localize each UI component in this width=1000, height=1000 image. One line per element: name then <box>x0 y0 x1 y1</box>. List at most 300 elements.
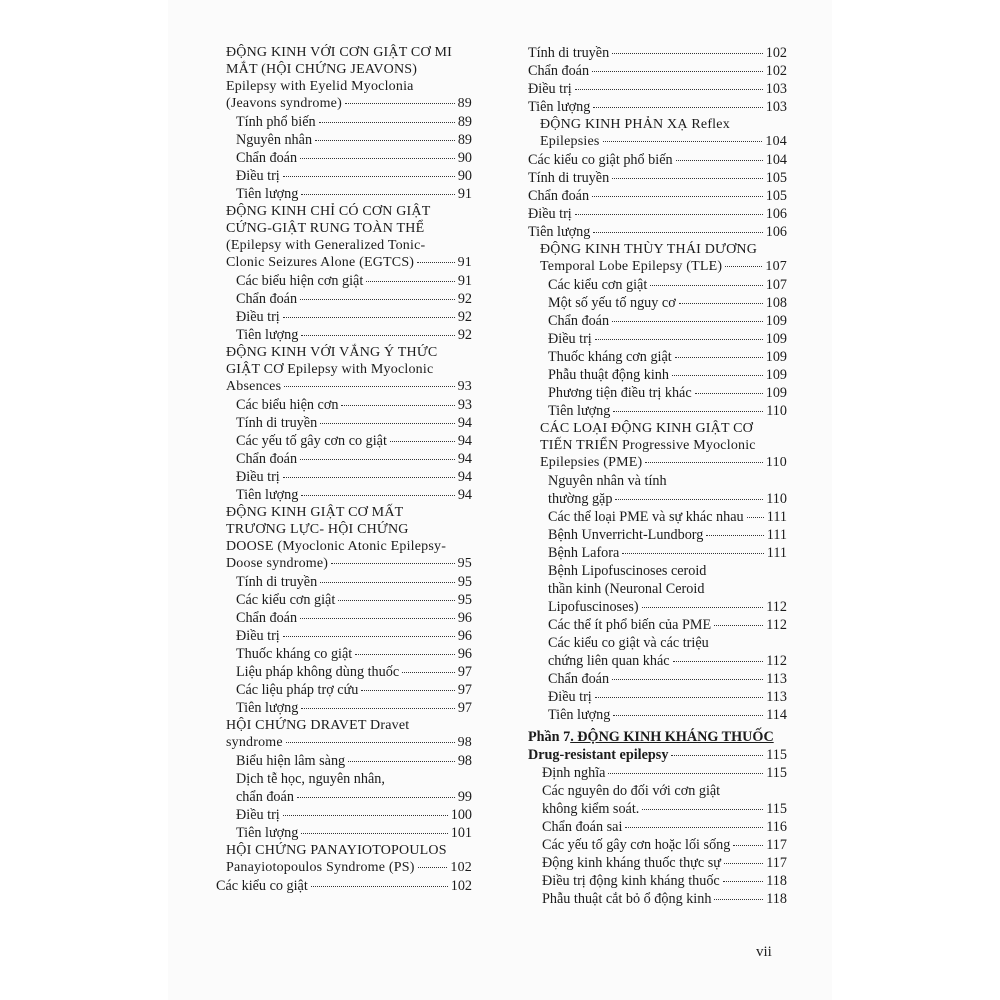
toc-entry[interactable] <box>528 294 787 312</box>
entry-title: Điều trị <box>528 81 572 97</box>
entry-title: Biểu hiện lâm sàng <box>236 753 346 769</box>
entry-title: Điều trị <box>528 206 572 222</box>
section-subtitle-line: DOOSE (Myoclonic Atonic Epilepsy- <box>226 539 447 554</box>
entry-title: Phương tiện điều trị khác <box>548 385 692 401</box>
toc-entry[interactable] <box>528 872 787 890</box>
leader-dots <box>612 321 763 322</box>
leader-dots <box>301 708 454 709</box>
toc-entry[interactable] <box>216 663 472 681</box>
page-number: 118 <box>766 891 787 907</box>
entry-title: Các biểu hiện cơn giật <box>236 273 364 289</box>
entry-title: Các kiểu cơn giật <box>236 592 336 608</box>
toc-entry[interactable] <box>216 95 472 113</box>
leader-dots <box>592 71 763 72</box>
toc-entry[interactable] <box>528 836 787 854</box>
page-number: 96 <box>457 628 472 644</box>
section-title-line: GIẬT CƠ Epilepsy with Myoclonic <box>226 362 434 377</box>
page-number: 102 <box>450 878 472 894</box>
toc-entry[interactable] <box>216 573 472 591</box>
toc-entry[interactable] <box>528 80 787 98</box>
toc-entry[interactable] <box>528 454 787 472</box>
leader-dots <box>338 600 455 601</box>
toc-entry[interactable] <box>528 764 787 782</box>
toc-entry[interactable] <box>528 62 787 80</box>
leader-dots <box>747 517 764 518</box>
page-number: 106 <box>765 206 787 222</box>
entry-title: Điều trị <box>236 168 280 184</box>
toc-entry[interactable] <box>216 113 472 131</box>
leader-dots <box>672 375 763 376</box>
entry-title: Lipofuscinoses) <box>548 599 639 615</box>
section-title-line: HỘI CHỨNG PANAYIOTOPOULOS <box>226 843 447 858</box>
toc-section-panayiotopoulos <box>216 842 472 877</box>
leader-dots <box>733 845 763 846</box>
page-number: 95 <box>457 556 472 571</box>
entry-title: Các thể ít phổ biến của PME <box>548 617 712 633</box>
page-number: 103 <box>765 99 787 115</box>
toc-entry[interactable] <box>216 167 472 185</box>
leader-dots <box>612 178 763 179</box>
entry-title: Một số yếu tố nguy cơ <box>548 295 676 311</box>
section-title-line: TIẾN TRIỂN Progressive Myoclonic <box>540 438 756 453</box>
toc-entry[interactable] <box>528 187 787 205</box>
entry-title: Tính di truyền <box>236 574 318 590</box>
entry-title: Tính phổ biến <box>236 114 316 130</box>
entry-title: Tính di truyền <box>528 170 610 186</box>
leader-dots <box>642 607 764 608</box>
entry-title: Các liệu pháp trợ cứu <box>236 682 359 698</box>
toc-section-tle <box>528 241 787 276</box>
entry-title-line: Các kiểu co giật và các triệu <box>548 635 709 651</box>
entry-title: Liệu pháp không dùng thuốc <box>236 664 400 680</box>
leader-dots <box>645 462 763 463</box>
toc-part-7 <box>528 728 787 764</box>
section-title-line: TRƯƠNG LỰC- HỘI CHỨNG <box>226 522 409 537</box>
toc-entry[interactable] <box>528 169 787 187</box>
page-number: 95 <box>457 574 472 590</box>
leader-dots <box>642 809 763 810</box>
entry-title: chẩn đoán <box>236 789 294 805</box>
page-number: 96 <box>457 610 472 626</box>
entry-title: Các yếu tố gây cơn hoặc lối sống <box>542 837 731 853</box>
page-number: 92 <box>457 327 472 343</box>
leader-dots <box>595 697 764 698</box>
page-number: 90 <box>457 150 472 166</box>
toc-entry[interactable] <box>528 258 787 276</box>
entry-title: Tiên lượng <box>236 700 299 716</box>
toc-entry[interactable] <box>216 806 472 824</box>
toc-entry[interactable] <box>216 824 472 842</box>
toc-entry[interactable] <box>528 526 787 544</box>
entry-title: Các kiểu co giật phổ biến <box>528 152 673 168</box>
toc-entry[interactable] <box>528 706 787 724</box>
page-number: 108 <box>765 295 787 311</box>
toc-column-left <box>216 44 472 895</box>
page-number: 89 <box>457 114 472 130</box>
toc-entry[interactable] <box>216 734 472 752</box>
toc-entry[interactable] <box>216 414 472 432</box>
leader-dots <box>679 303 763 304</box>
toc-entry[interactable] <box>216 627 472 645</box>
page-number: 109 <box>765 367 787 383</box>
entry-title: Drug-resistant epilepsy <box>528 747 669 763</box>
page-number: 105 <box>765 188 787 204</box>
entry-title: Tiên lượng <box>528 99 591 115</box>
leader-dots <box>341 405 454 406</box>
toc-entry[interactable] <box>216 788 472 806</box>
page-number: 110 <box>766 491 787 507</box>
page-number: 115 <box>766 801 787 817</box>
entry-title: Phẫu thuật động kinh <box>548 367 669 383</box>
entry-title: Chẩn đoán <box>528 63 590 79</box>
entry-title: Doose syndrome) <box>226 556 329 571</box>
entry-title: Tiên lượng <box>528 224 591 240</box>
leader-dots <box>675 357 763 358</box>
leader-dots <box>608 773 763 774</box>
page-number: 115 <box>766 765 787 781</box>
leader-dots <box>613 715 763 716</box>
leader-dots <box>671 755 763 756</box>
toc-entry[interactable] <box>528 330 787 348</box>
page-number: 97 <box>457 682 472 698</box>
page-number: 90 <box>457 168 472 184</box>
page-number: 109 <box>765 331 787 347</box>
leader-dots <box>593 232 762 233</box>
page-number: 104 <box>765 134 787 149</box>
toc-entry[interactable] <box>216 877 472 895</box>
leader-dots <box>592 196 763 197</box>
leader-dots <box>283 815 448 816</box>
leader-dots <box>615 499 763 500</box>
page-number: 109 <box>765 313 787 329</box>
toc-entry[interactable] <box>216 681 472 699</box>
page-number: 96 <box>457 646 472 662</box>
leader-dots <box>283 317 455 318</box>
part-title <box>528 728 787 746</box>
page-number-roman: vii <box>756 944 772 960</box>
entry-title: Chẩn đoán <box>528 188 590 204</box>
section-subtitle-line: Epilepsy with Eyelid Myoclonia <box>226 79 414 94</box>
leader-dots <box>725 266 762 267</box>
leader-dots <box>283 176 455 177</box>
entry-title: Điều trị <box>236 309 280 325</box>
toc-entry[interactable] <box>216 609 472 627</box>
toc-entry[interactable] <box>528 490 787 508</box>
leader-dots <box>283 477 455 478</box>
toc-entry[interactable] <box>528 366 787 384</box>
page-number: 101 <box>450 825 472 841</box>
toc-entry[interactable] <box>528 746 787 764</box>
toc-section-doose <box>216 504 472 573</box>
page-number: 107 <box>765 277 787 293</box>
toc-entry[interactable] <box>528 800 787 818</box>
leader-dots <box>418 867 448 868</box>
leader-dots <box>595 339 763 340</box>
entry-title: Các thể loại PME và sự khác nhau <box>548 509 744 525</box>
toc-entry[interactable] <box>528 205 787 223</box>
leader-dots <box>613 411 763 412</box>
page-number: 116 <box>766 819 787 835</box>
toc-entry[interactable] <box>216 378 472 396</box>
leader-dots <box>283 636 455 637</box>
page-number: 99 <box>457 789 472 805</box>
page-number: 112 <box>766 617 787 633</box>
entry-title: Tiên lượng <box>236 186 299 202</box>
page-number: 93 <box>457 397 472 413</box>
leader-dots <box>345 103 455 104</box>
leader-dots <box>301 335 454 336</box>
toc-entry[interactable] <box>528 616 787 634</box>
leader-dots <box>301 194 454 195</box>
toc-entry[interactable] <box>216 131 472 149</box>
page-number: 111 <box>766 509 787 525</box>
section-title-line: HỘI CHỨNG DRAVET Dravet <box>226 718 410 733</box>
page-number: 111 <box>766 545 787 561</box>
entry-title: Điều trị <box>548 689 592 705</box>
entry-title: Điều trị động kinh kháng thuốc <box>542 873 720 889</box>
entry-title: Tiên lượng <box>236 327 299 343</box>
page-number: 104 <box>765 152 787 168</box>
page-number: 97 <box>457 700 472 716</box>
page-number: 118 <box>766 873 787 889</box>
toc-entry[interactable] <box>528 348 787 366</box>
entry-title: Động kinh kháng thuốc thực sự <box>542 855 721 871</box>
page-number: 117 <box>766 837 787 853</box>
toc-entry[interactable] <box>528 818 787 836</box>
page-number: 94 <box>457 487 472 503</box>
leader-dots <box>575 89 763 90</box>
page-number: 98 <box>457 753 472 769</box>
page-number: 113 <box>766 689 787 705</box>
toc-entry[interactable] <box>216 149 472 167</box>
toc-entry[interactable] <box>528 854 787 872</box>
toc-entry[interactable] <box>528 312 787 330</box>
leader-dots <box>402 672 455 673</box>
entry-title-line: Bệnh Lipofuscinoses ceroid <box>548 563 707 579</box>
toc-entry[interactable] <box>528 384 787 402</box>
page-number: 98 <box>457 735 472 750</box>
section-subtitle-line: (Epilepsy with Generalized Tonic- <box>226 238 426 253</box>
toc-entry[interactable] <box>216 555 472 573</box>
leader-dots <box>300 158 455 159</box>
entry-title: Các kiểu cơn giật <box>548 277 648 293</box>
toc-entry[interactable] <box>216 859 472 877</box>
page-number: 94 <box>457 451 472 467</box>
section-title-line: ĐỘNG KINH CHỈ CÓ CƠN GIẬT <box>226 204 431 219</box>
page-number: 113 <box>766 671 787 687</box>
entry-title: Tiên lượng <box>548 403 611 419</box>
section-title-line: ĐỘNG KINH PHẢN XẠ Reflex <box>540 117 730 132</box>
leader-dots <box>575 214 763 215</box>
toc-entry[interactable] <box>528 276 787 294</box>
page-number: 102 <box>765 63 787 79</box>
toc-entry[interactable] <box>216 396 472 414</box>
toc-entry[interactable] <box>216 486 472 504</box>
entry-title: chứng liên quan khác <box>548 653 670 669</box>
leader-dots <box>300 618 455 619</box>
entry-title: Chẩn đoán <box>236 291 298 307</box>
toc-entry[interactable] <box>216 752 472 770</box>
entry-title: syndrome <box>226 735 283 750</box>
toc-entry[interactable] <box>216 272 472 290</box>
toc-entry[interactable] <box>528 598 787 616</box>
page-number: 91 <box>457 186 472 202</box>
toc-entry[interactable] <box>216 699 472 717</box>
toc-entry[interactable] <box>528 670 787 688</box>
toc-entry[interactable] <box>528 402 787 420</box>
toc-entry[interactable] <box>528 223 787 241</box>
entry-title: (Jeavons syndrome) <box>226 96 342 111</box>
page-number: 89 <box>457 96 472 111</box>
entry-title: Chẩn đoán <box>236 150 298 166</box>
section-title-line: ĐỘNG KINH THÙY THÁI DƯƠNG <box>540 242 758 257</box>
entry-title: Tiên lượng <box>548 707 611 723</box>
toc-entry[interactable] <box>216 308 472 326</box>
entry-title-line: thần kinh (Neuronal Ceroid <box>548 581 705 597</box>
entry-title: Panayiotopoulos Syndrome (PS) <box>226 860 415 875</box>
entry-title: Chẩn đoán <box>548 671 610 687</box>
page-number: 102 <box>450 860 472 875</box>
page-number: 109 <box>765 349 787 365</box>
toc-entry[interactable] <box>528 688 787 706</box>
toc-column-right <box>528 44 787 908</box>
page-number: 112 <box>766 653 787 669</box>
leader-dots <box>355 654 455 655</box>
section-title-line: ĐỘNG KINH VỚI VẮNG Ý THỨC <box>226 345 438 360</box>
toc-entry[interactable] <box>528 652 787 670</box>
entry-title-line: Nguyên nhân và tính <box>548 473 667 489</box>
page-number: 94 <box>457 415 472 431</box>
section-title-line: MẮT (HỘI CHỨNG JEAVONS) <box>226 62 418 77</box>
page-number: 91 <box>457 255 472 270</box>
entry-title-line: Dịch tễ học, nguyên nhân, <box>236 771 385 787</box>
toc-entry[interactable] <box>216 450 472 468</box>
toc-entry[interactable] <box>528 544 787 562</box>
toc-section-reflex <box>528 116 787 151</box>
section-title-line: ĐỘNG KINH GIẬT CƠ MẤT <box>226 505 404 520</box>
section-title-line: CÁC LOẠI ĐỘNG KINH GIẬT CƠ <box>540 421 753 436</box>
entry-title: Absences <box>226 379 282 394</box>
toc-entry[interactable] <box>216 254 472 272</box>
leader-dots <box>348 761 455 762</box>
leader-dots <box>301 495 454 496</box>
entry-title: Các yếu tố gây cơn co giật <box>236 433 387 449</box>
part-name: . ĐỘNG KINH KHÁNG THUỐC <box>570 729 774 745</box>
entry-title: Phẫu thuật cắt bỏ ổ động kinh <box>542 891 712 907</box>
leader-dots <box>676 160 763 161</box>
page-number: 110 <box>766 403 787 419</box>
toc-section-pme <box>528 420 787 472</box>
leader-dots <box>390 441 455 442</box>
toc-section-myoclonic-absences <box>216 344 472 396</box>
leader-dots <box>286 742 455 743</box>
leader-dots <box>320 582 455 583</box>
page-number: 94 <box>457 469 472 485</box>
toc-entry[interactable] <box>216 432 472 450</box>
entry-title: Epilepsies <box>540 134 600 149</box>
toc-entry[interactable] <box>528 151 787 169</box>
page-number: 114 <box>766 707 787 723</box>
page-number: 105 <box>765 170 787 186</box>
leader-dots <box>714 625 763 626</box>
leader-dots <box>331 563 454 564</box>
leader-dots <box>706 535 763 536</box>
leader-dots <box>284 386 454 387</box>
toc-section-jeavons <box>216 44 472 113</box>
toc-entry[interactable] <box>528 890 787 908</box>
entry-title: Tiên lượng <box>236 487 299 503</box>
toc-entry[interactable] <box>216 185 472 203</box>
page-number: 94 <box>457 433 472 449</box>
leader-dots <box>300 299 455 300</box>
page-number: 112 <box>766 599 787 615</box>
entry-title: Điều trị <box>236 469 280 485</box>
entry-title: Điều trị <box>236 807 280 823</box>
toc-entry[interactable] <box>216 290 472 308</box>
page-number: 107 <box>765 259 787 274</box>
leader-dots <box>315 140 455 141</box>
page-number: 92 <box>457 309 472 325</box>
leader-dots <box>320 423 455 424</box>
entry-title: Thuốc kháng co giật <box>236 646 353 662</box>
page-number: 97 <box>457 664 472 680</box>
entry-title: Các biểu hiện cơn <box>236 397 339 413</box>
entry-title: Điều trị <box>236 628 280 644</box>
page-number: 110 <box>765 455 787 470</box>
leader-dots <box>417 262 454 263</box>
page-number: 111 <box>766 527 787 543</box>
page-number: 95 <box>457 592 472 608</box>
page-number: 103 <box>765 81 787 97</box>
toc-section-egtcs <box>216 203 472 272</box>
entry-title: thường gặp <box>548 491 613 507</box>
entry-title: Tính di truyền <box>528 45 610 61</box>
entry-title: Chẩn đoán <box>236 610 298 626</box>
toc-entry[interactable] <box>216 591 472 609</box>
leader-dots <box>622 553 763 554</box>
leader-dots <box>300 459 455 460</box>
toc-entry[interactable] <box>216 468 472 486</box>
toc-entry[interactable] <box>528 44 787 62</box>
entry-title: Nguyên nhân <box>236 132 313 148</box>
toc-entry[interactable] <box>216 326 472 344</box>
page-number: 92 <box>457 291 472 307</box>
leader-dots <box>625 827 763 828</box>
leader-dots <box>301 833 447 834</box>
leader-dots <box>366 281 455 282</box>
leader-dots <box>593 107 762 108</box>
entry-title: Tính di truyền <box>236 415 318 431</box>
toc-entry[interactable] <box>528 98 787 116</box>
leader-dots <box>361 690 454 691</box>
entry-title: Clonic Seizures Alone (EGTCS) <box>226 255 415 270</box>
leader-dots <box>695 393 763 394</box>
leader-dots <box>723 881 764 882</box>
entry-title: Epilepsies (PME) <box>540 455 643 470</box>
entry-title: Tiên lượng <box>236 825 299 841</box>
entry-title: Chẩn đoán sai <box>542 819 623 835</box>
page-number: 91 <box>457 273 472 289</box>
page-number: 89 <box>457 132 472 148</box>
toc-entry[interactable] <box>216 645 472 663</box>
entry-title: Bệnh Lafora <box>548 545 620 561</box>
entry-title: Chẩn đoán <box>236 451 298 467</box>
page-number: 106 <box>765 224 787 240</box>
entry-title: không kiểm soát. <box>542 801 640 817</box>
toc-entry[interactable] <box>528 508 787 526</box>
toc-entry[interactable] <box>528 133 787 151</box>
page-number: 100 <box>450 807 472 823</box>
